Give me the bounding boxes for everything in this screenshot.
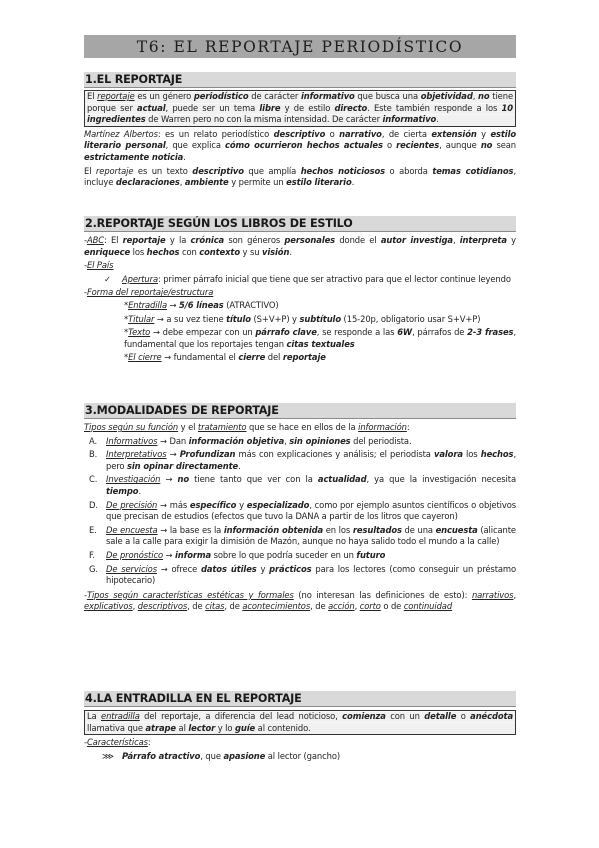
el-pais-label: -El País (84, 260, 114, 271)
martinez-albertos-definition: Martínez Albertos: es un relato periodístico descriptivo o narrativo, de cierta extensión y estilo literario personal, que explica cómo ocurrieron hechos actuales o recientes, aunque no sean estrictamente noticia. (84, 128, 517, 162)
list-item: C. Investigación → no tiene tanto que ver con la actualidad, ya que la investigación necesita tiempo. (89, 474, 516, 496)
tipos-funcion-intro: Tipos según su función y el tratamiento que se hace en ellos de la información: (84, 422, 410, 432)
reportaje-texto-descriptivo: El reportaje es un texto descriptivo que amplía hechos noticiosos o aborda temas cotidianos, incluye declaraciones, ambiente y permite un estilo literario. (84, 165, 516, 188)
abc-definition: -ABC: El reportaje y la crónica son géneros personales donde el autor investiga, interpreta y enriquece los hechos con contexto y su visión. (84, 235, 516, 257)
modalidades-list (84, 436, 516, 587)
section-heading-modalidades: 3.MODALIDADES DE REPORTAJE (84, 403, 516, 419)
section-2-body (84, 235, 516, 364)
entradilla-item: *Entradilla → 5/6 líneas (ATRACTIVO) (124, 299, 279, 310)
section-heading-entradilla: 4.LA ENTRADILLA EN EL REPORTAJE (84, 691, 516, 707)
tipos-caracteristicas: -Tipos según características estéticas y formales (no interesan las definiciones de esto): narrativos, explicativos, descriptivos, de citas, de acontecimientos, de acción, corto o de continuidad (84, 589, 517, 612)
reportaje-definition: El reportaje es un género periodístico de carácter informativo que busca una objetividad, no tiene porque ser actual, puede ser un tema libre y de estilo directo. Este también responde a los 10 ingredientes de Warren pero no con la misma intensidad. De carácter informativo. (84, 90, 516, 127)
section-heading-libros-estilo: 2.REPORTAJE SEGÚN LOS LIBROS DE ESTILO (84, 216, 516, 232)
section-4-body (84, 710, 516, 762)
forma-estructura-label: -Forma del reportaje/estructura (84, 287, 214, 298)
triple-arrow-icon: ⋙ (102, 750, 114, 761)
parrafo-atractivo-item: ⋙ Párrafo atractivo, que apasione al lector (gancho) (102, 750, 341, 761)
section-3-body (84, 422, 516, 613)
list-item: G. De servicios → ofrece datos útiles y prácticos para los lectores (como conseguir un préstamo hipotecario) (89, 563, 516, 586)
list-item: E. De encuesta → la base es la información obtenida en los resultados de una encuesta (alicante sale a la calle para exigir la dimisión de Mazón, aunque no haya salido todo el mundo a la calle) (89, 524, 516, 547)
list-item: D. De precisión → más específico y especializado, como por ejemplo asuntos científicos o objetivos que precisan de estudios (efectos que tuvo la DANA a partir de los litros que cayeron) (89, 499, 516, 522)
document-title: T6: EL REPORTAJE PERIODÍSTICO (84, 35, 516, 58)
list-item: F. De pronóstico → informa sobre lo que podría suceder en un futuro (89, 549, 386, 560)
entradilla-definition: La entradilla del reportaje, a diferencia del lead noticioso, comienza con un detalle o anécdota llamativa que atrape al lector y lo guíe al contenido. (84, 710, 516, 735)
check-icon: ✓ (104, 273, 111, 284)
cierre-item: *El cierre → fundamental el cierre del reportaje (124, 352, 326, 363)
caracteristicas-label: -Características: (84, 737, 151, 748)
section-heading-reportaje: 1.EL REPORTAJE (84, 72, 516, 88)
list-item: B. Interpretativos → Profundizan más con explicaciones y análisis; el periodista valora los hechos, pero sin opinar directamente. (89, 449, 516, 471)
texto-item: *Texto → debe empezar con un párrafo clave, se responde a las 6W, párrafos de 2-3 frases, fundamental que los reportajes tengan citas textuales (124, 327, 517, 349)
list-item: A. Informativos → Dan información objetiva, sin opiniones del periodista. (89, 435, 412, 446)
apertura-item: ✓ Apertura: primer párrafo inicial que tiene que ser atractivo para que el lector continue leyendo (104, 273, 511, 284)
titular-item: *Titular → a su vez tiene título (S+V+P) y subtítulo (15-20p, obligatorio usar S+V+P) (124, 313, 481, 324)
section-1-body (84, 90, 516, 189)
